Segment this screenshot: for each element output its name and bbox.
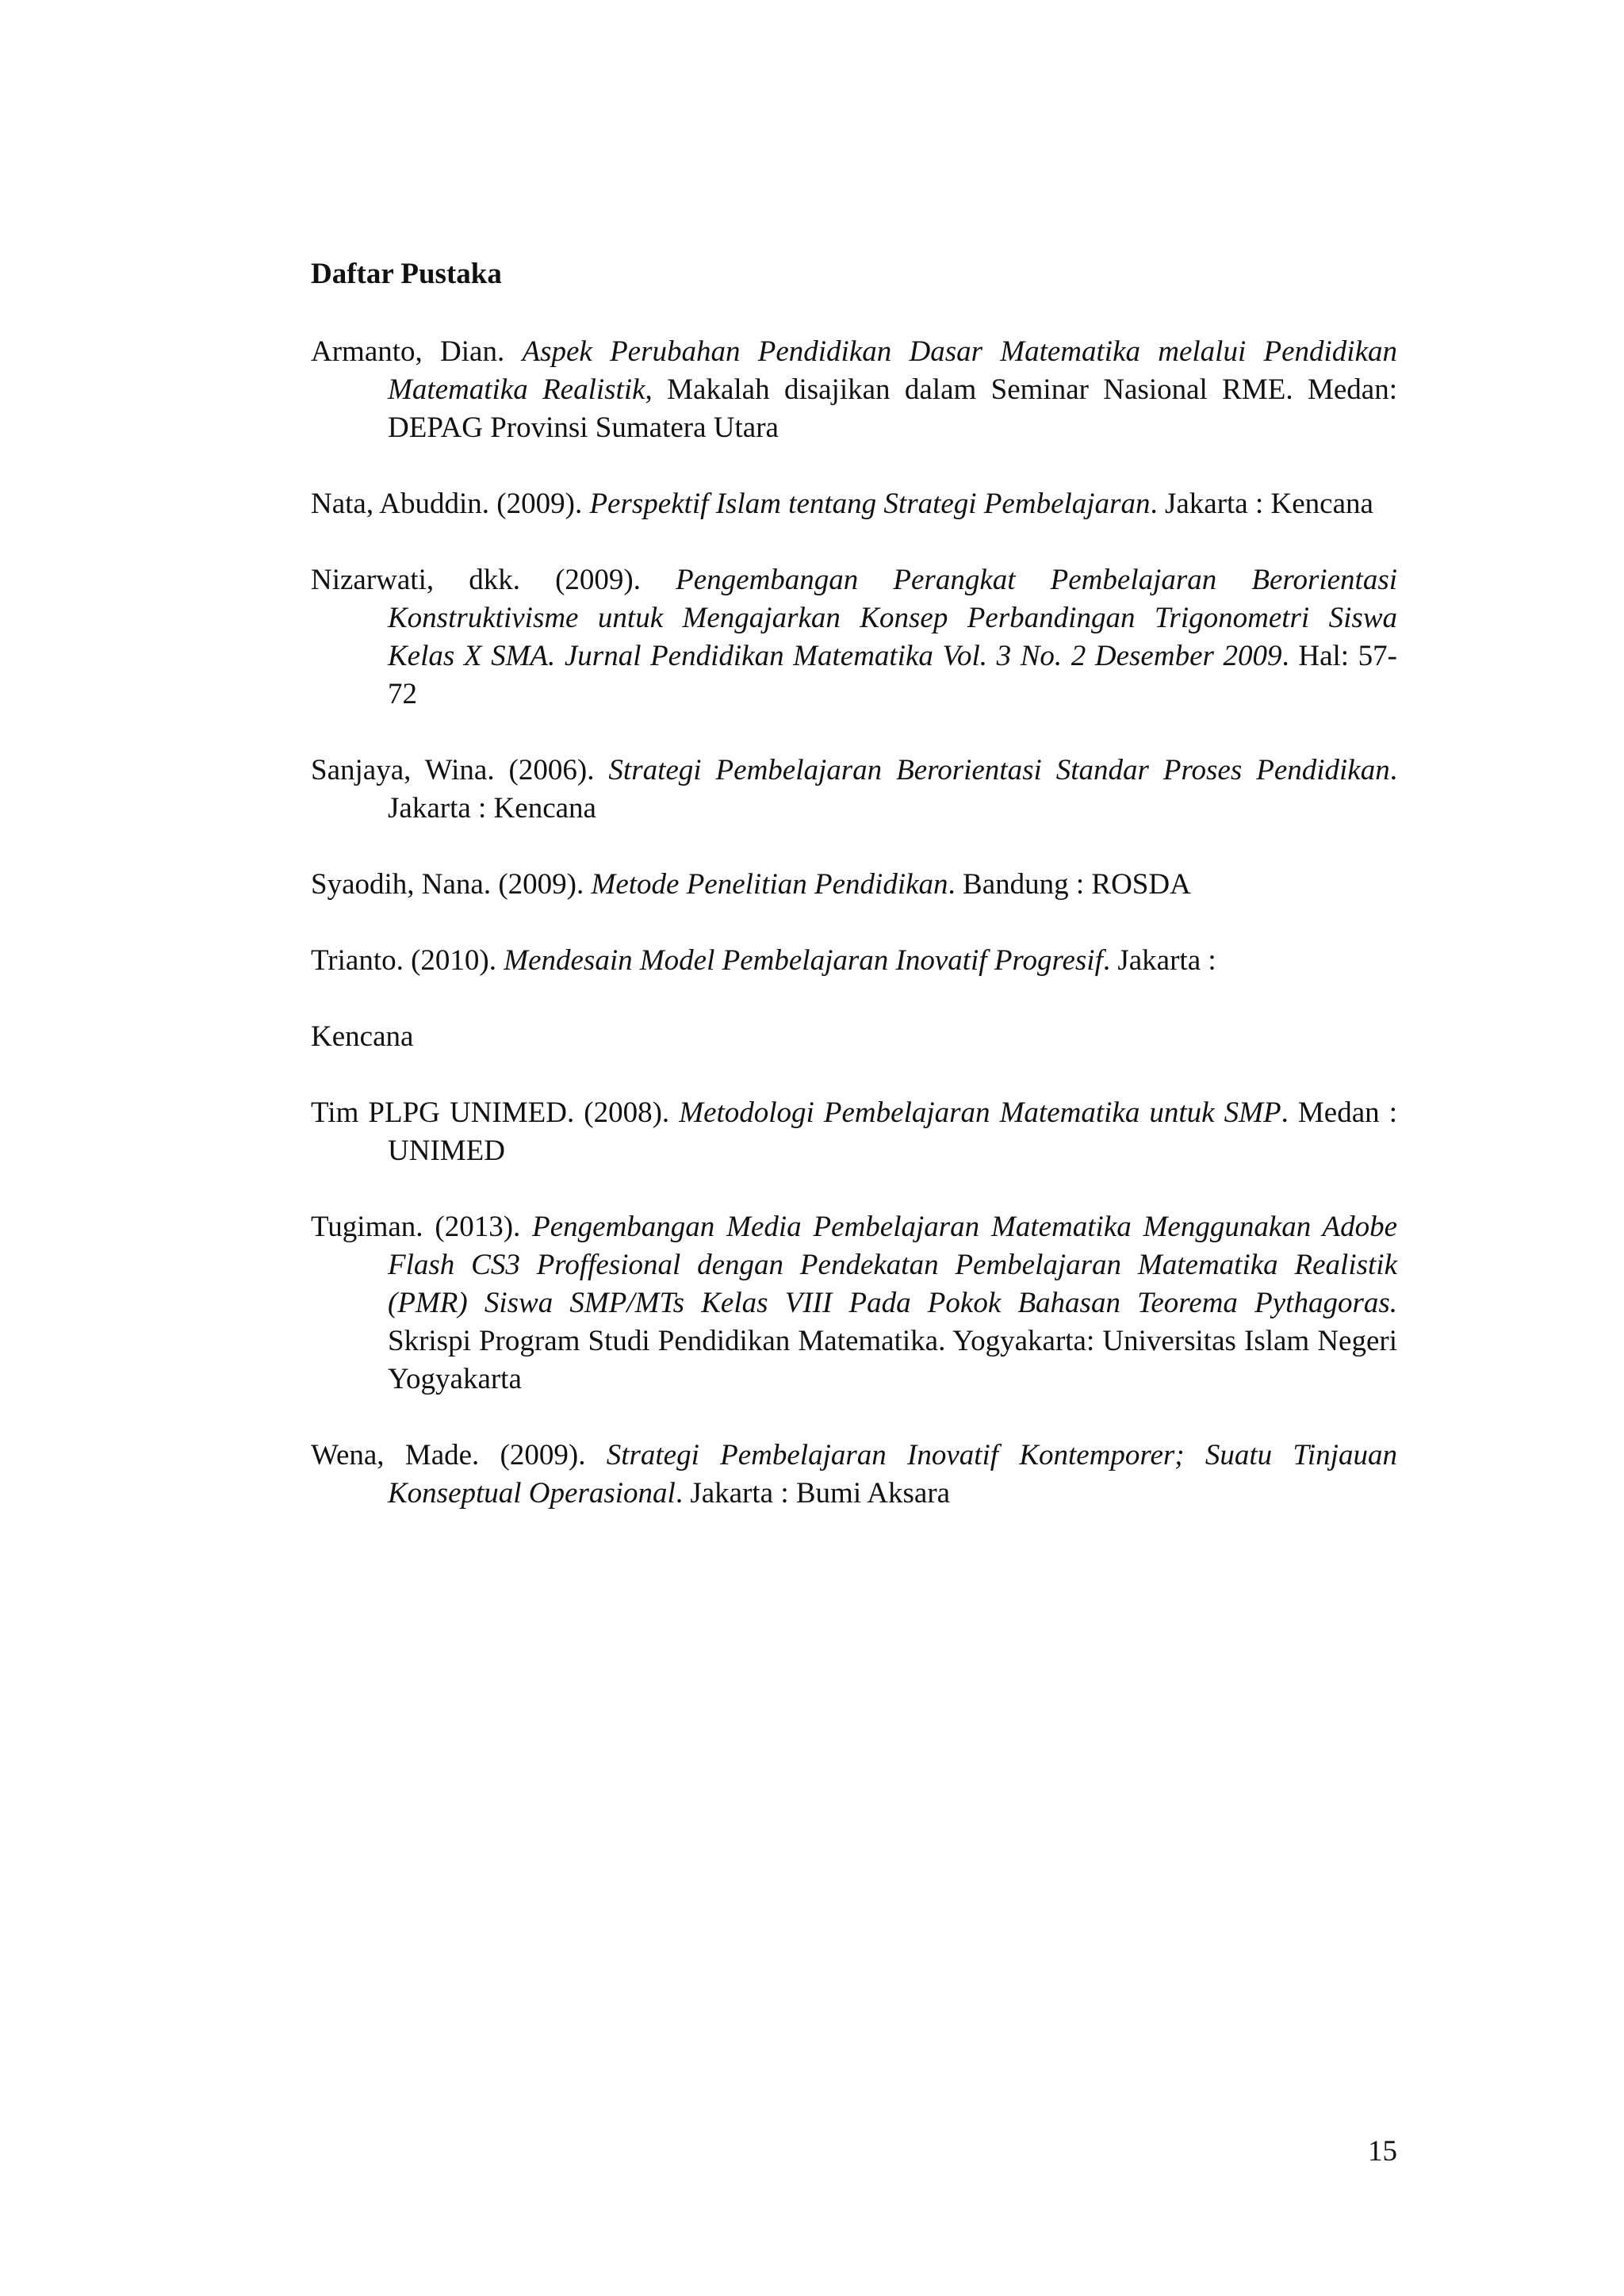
reference-title: Pengembangan Media Pembelajaran Matematika Menggunakan Adobe Flash CS3 Proffesional dengan Pendekatan Pembelajaran Matematika Realistik (PMR) Siswa SMP/MTs Kelas VIII Pada Pokok Bahasan Teorema Pythagoras. bbox=[388, 1211, 1397, 1319]
reference-entry bbox=[311, 485, 1397, 523]
reference-author: Tim PLPG UNIMED. (2008). bbox=[311, 1096, 680, 1129]
reference-author: Wena, Made. (2009). bbox=[311, 1439, 607, 1471]
reference-publisher: . Jakarta : Bumi Aksara bbox=[675, 1477, 951, 1510]
reference-publisher: . Medan : UNIMED bbox=[388, 1096, 1398, 1167]
reference-entry bbox=[311, 752, 1397, 828]
reference-title: Mendesain Model Pembelajaran Inovatif Progresif bbox=[504, 944, 1103, 977]
reference-title: Metodologi Pembelajaran Matematika untuk SMP bbox=[679, 1096, 1281, 1129]
reference-entry bbox=[311, 1437, 1397, 1513]
reference-title: Strategi Pembelajaran Inovatif Kontemporer; Suatu Tinjauan Konseptual Operasional bbox=[388, 1439, 1397, 1510]
reference-publisher: . Jakarta : bbox=[1102, 944, 1216, 977]
reference-publisher: , Makalah disajikan dalam Seminar Nasional RME. Medan: DEPAG Provinsi Sumatera Utara bbox=[388, 373, 1397, 444]
reference-author: Nizarwati, dkk. (2009). bbox=[311, 564, 676, 596]
reference-entry bbox=[311, 1094, 1397, 1170]
reference-title: Metode Penelitian Pendidikan bbox=[591, 868, 948, 901]
reference-title: Perspektif Islam tentang Strategi Pembelajaran bbox=[589, 488, 1151, 520]
reference-title: Pengembangan Perangkat Pembelajaran Berorientasi Konstruktivisme untuk Mengajarkan Konsep Perbandingan Trigonometri Siswa Kelas X SMA. Jurnal Pendidikan Matematika Vol. 3 No. 2 Desember 2009 bbox=[388, 564, 1398, 672]
reference-entry bbox=[311, 333, 1397, 447]
reference-author: Tugiman. (2013). bbox=[311, 1211, 533, 1243]
reference-title: Strategi Pembelajaran Berorientasi Standar Proses Pendidikan bbox=[608, 754, 1390, 786]
reference-author: Sanjaya, Wina. (2006). bbox=[311, 754, 609, 786]
reference-author: Armanto, Dian. bbox=[311, 335, 523, 368]
reference-entry bbox=[311, 866, 1397, 904]
reference-entry bbox=[311, 1208, 1397, 1399]
reference-publisher: . Hal: 57-72 bbox=[388, 640, 1397, 710]
page-number: 15 bbox=[1368, 2135, 1397, 2168]
reference-publisher: . Jakarta : Kencana bbox=[388, 754, 1397, 825]
reference-author: Trianto. (2010). bbox=[311, 944, 504, 977]
reference-author: Nata, Abuddin. (2009). bbox=[311, 488, 590, 520]
reference-continuation: Kencana bbox=[311, 1020, 414, 1053]
bibliography-section bbox=[311, 255, 1397, 1551]
reference-entry bbox=[311, 561, 1397, 714]
reference-publisher: . Jakarta : Kencana bbox=[1150, 488, 1373, 520]
reference-author: Syaodih, Nana. (2009). bbox=[311, 868, 592, 901]
reference-entry bbox=[311, 942, 1397, 1056]
reference-publisher: Skrispi Program Studi Pendidikan Matematika. Yogyakarta: Universitas Islam Negeri Yogyakarta bbox=[388, 1325, 1397, 1395]
reference-title: Aspek Perubahan Pendidikan Dasar Matematika melalui Pendidikan Matematika Realistik bbox=[388, 335, 1397, 406]
bibliography-heading: Daftar Pustaka bbox=[311, 258, 502, 290]
reference-publisher: . Bandung : ROSDA bbox=[948, 868, 1191, 901]
